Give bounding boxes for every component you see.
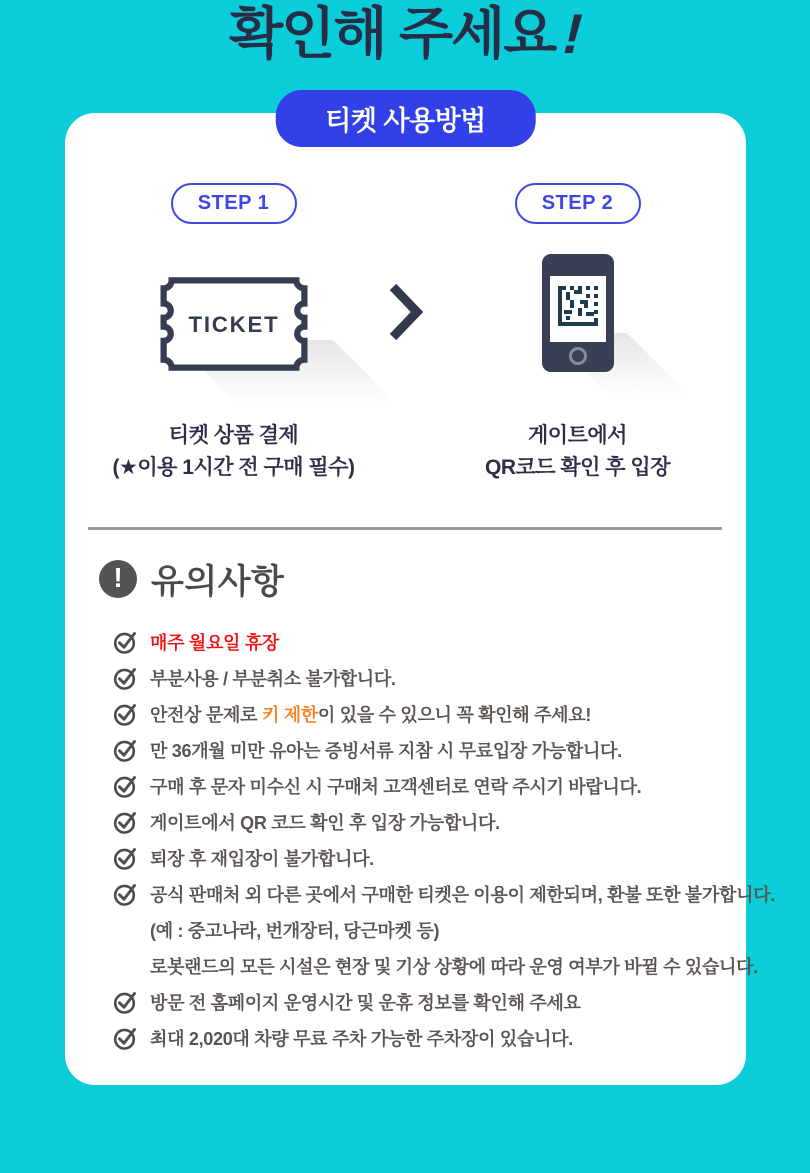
notice-item-text: 매주 월요일 휴장 [150, 633, 280, 653]
notice-item-text: 공식 판매처 외 다른 곳에서 구매한 티켓은 이용이 제한되며, 환불 또한 불가합니다. [150, 885, 776, 905]
chevron-right-icon [384, 283, 428, 483]
notice-item [113, 701, 730, 727]
check-icon [113, 881, 139, 907]
page-title-exclaim: ! [556, 2, 589, 65]
step-1-caption [113, 420, 355, 483]
notice-item [113, 989, 730, 1015]
check-icon [113, 989, 139, 1015]
step-1-icon-area [84, 224, 384, 410]
page-title [0, 0, 810, 68]
check-icon [113, 701, 139, 727]
info-card [65, 106, 776, 1085]
check-icon [113, 809, 139, 835]
warning-icon: ! [99, 560, 137, 598]
step-1-column [84, 183, 384, 483]
step-2-caption-line2: QR코드 확인 후 입장 [484, 455, 670, 479]
step-2-caption [485, 420, 670, 483]
check-icon [113, 845, 139, 871]
notice-item-text: 퇴장 후 재입장이 불가합니다. [150, 849, 374, 869]
step-2-caption-line1: 게이트에서 [528, 424, 627, 447]
notice-item-text: 최대 2,020대 차량 무료 주차 가능한 주차장이 있습니다. [150, 1029, 573, 1049]
notice-item [113, 881, 776, 907]
ticket-usage-badge: 티켓 사용방법 [275, 90, 536, 147]
check-icon [113, 737, 139, 763]
step-1-caption-line2: (★이용 1시간 전 구매 필수) [112, 455, 355, 479]
notice-item [113, 809, 730, 835]
notice-item-text: 구매 후 문자 미수신 시 구매처 고객센터로 연락 주시기 바랍니다. [150, 777, 642, 797]
notice-subnote [113, 953, 758, 979]
step-2-column [428, 183, 728, 483]
page-title-text: 확인해 주세요 [229, 2, 556, 65]
notice-item-text: 만 36개월 미만 유아는 증빙서류 지참 시 무료입장 가능합니다. [150, 741, 622, 761]
steps-row [65, 183, 746, 483]
notice-item [113, 737, 730, 763]
notice-item [113, 665, 730, 691]
notice-item [113, 845, 730, 871]
check-icon [113, 773, 139, 799]
step-2-badge: STEP 2 [515, 183, 641, 224]
ticket-icon [158, 275, 310, 378]
notice-item-text: 안전상 문제로 키 제한이 있을 수 있으니 꼭 확인해 주세요! [150, 705, 592, 725]
ticket-icon-label: TICKET [187, 311, 280, 337]
step-2-icon-area [428, 224, 728, 410]
notice-item [113, 1025, 730, 1051]
check-icon [113, 665, 139, 691]
check-icon [113, 629, 139, 655]
notice-item-text: 게이트에서 QR 코드 확인 후 입장 가능합니다. [150, 813, 500, 833]
notice-item-text: 방문 전 홈페이지 운영시간 및 운휴 정보를 확인해 주세요 [150, 993, 581, 1013]
check-icon [113, 1025, 139, 1051]
step-1-badge: STEP 1 [171, 183, 297, 224]
notice-item-text: 로봇랜드의 모든 시설은 현장 및 기상 상황에 따라 운영 여부가 바뀔 수 있습니다. [150, 957, 758, 977]
notice-item [113, 773, 730, 799]
notice-section [99, 554, 776, 1061]
notice-item [113, 629, 730, 655]
phone-qr-icon [540, 252, 616, 379]
notice-divider [88, 527, 722, 530]
step-1-caption-line1: 티켓 상품 결제 [168, 424, 299, 447]
notice-item-text: 부분사용 / 부분취소 불가합니다. [150, 669, 396, 689]
notice-heading [99, 554, 730, 603]
notice-heading-label: 유의사항 [151, 563, 285, 601]
notice-item-text: (예 : 중고나라, 번개장터, 당근마켓 등) [150, 921, 440, 941]
notice-subnote [113, 917, 730, 943]
notice-list [113, 629, 776, 1051]
